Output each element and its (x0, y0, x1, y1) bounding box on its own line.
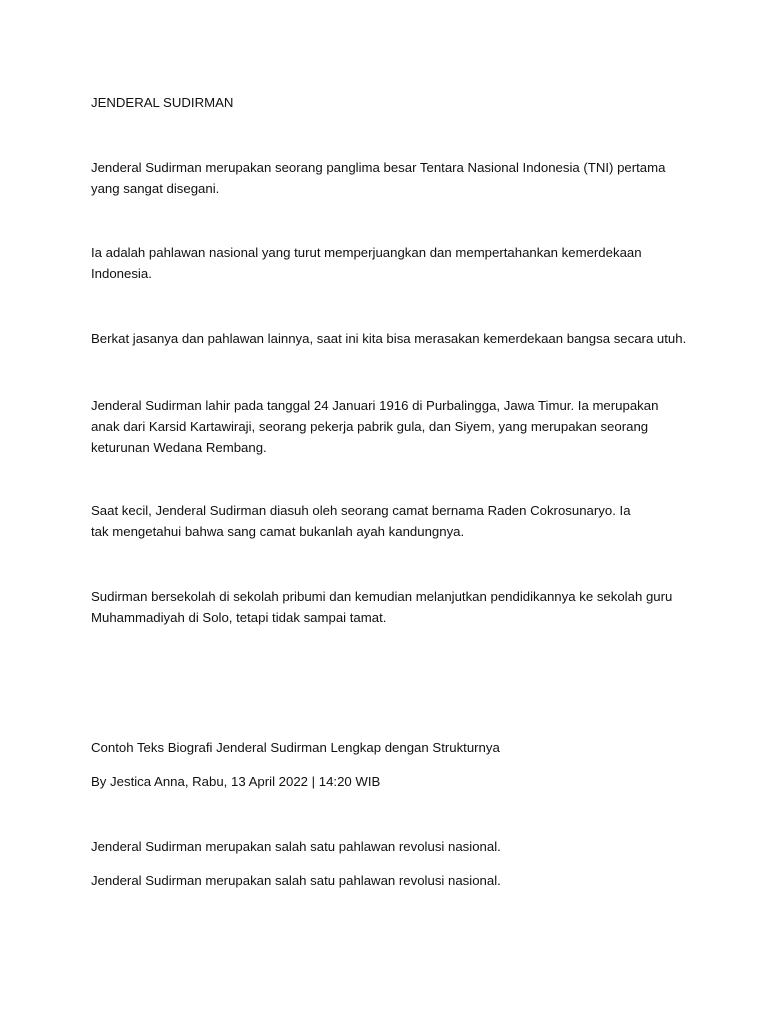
closing-paragraph: Jenderal Sudirman merupakan salah satu pahlawan revolusi nasional. (91, 839, 501, 854)
paragraph-independence: Berkat jasanya dan pahlawan lainnya, saat ini kita bisa merasakan kemerdekaan bangsa secara utuh. (91, 331, 687, 346)
document-title: JENDERAL SUDIRMAN (91, 95, 234, 110)
paragraph-national-hero: Ia adalah pahlawan nasional yang turut memperjuangkan dan mempertahankan kemerdekaan Indonesia. (91, 245, 642, 281)
article-subtitle: Contoh Teks Biografi Jenderal Sudirman Lengkap dengan Strukturnya (91, 740, 500, 755)
closing-paragraph: Jenderal Sudirman merupakan salah satu pahlawan revolusi nasional. (91, 873, 501, 888)
paragraph-birth: Jenderal Sudirman lahir pada tanggal 24 Januari 1916 di Purbalingga, Jawa Timur. Ia merupakan anak dari Karsid Kartawiraji, seorang pekerja pabrik gula, dan Siyem, yang merupakan seorang keturunan Wedana Rembang. (91, 398, 659, 455)
paragraph-intro: Jenderal Sudirman merupakan seorang panglima besar Tentara Nasional Indonesia (TNI) pertama yang sangat disegani. (91, 160, 666, 196)
paragraph-childhood: Saat kecil, Jenderal Sudirman diasuh oleh seorang camat bernama Raden Cokrosunaryo. Ia tak mengetahui bahwa sang camat bukanlah ayah kandungnya. (91, 503, 631, 539)
paragraph-education: Sudirman bersekolah di sekolah pribumi dan kemudian melanjutkan pendidikannya ke sekolah guru Muhammadiyah di Solo, tetapi tidak sampai tamat. (91, 589, 673, 625)
article-byline: By Jestica Anna, Rabu, 13 April 2022 | 14:20 WIB (91, 774, 381, 789)
